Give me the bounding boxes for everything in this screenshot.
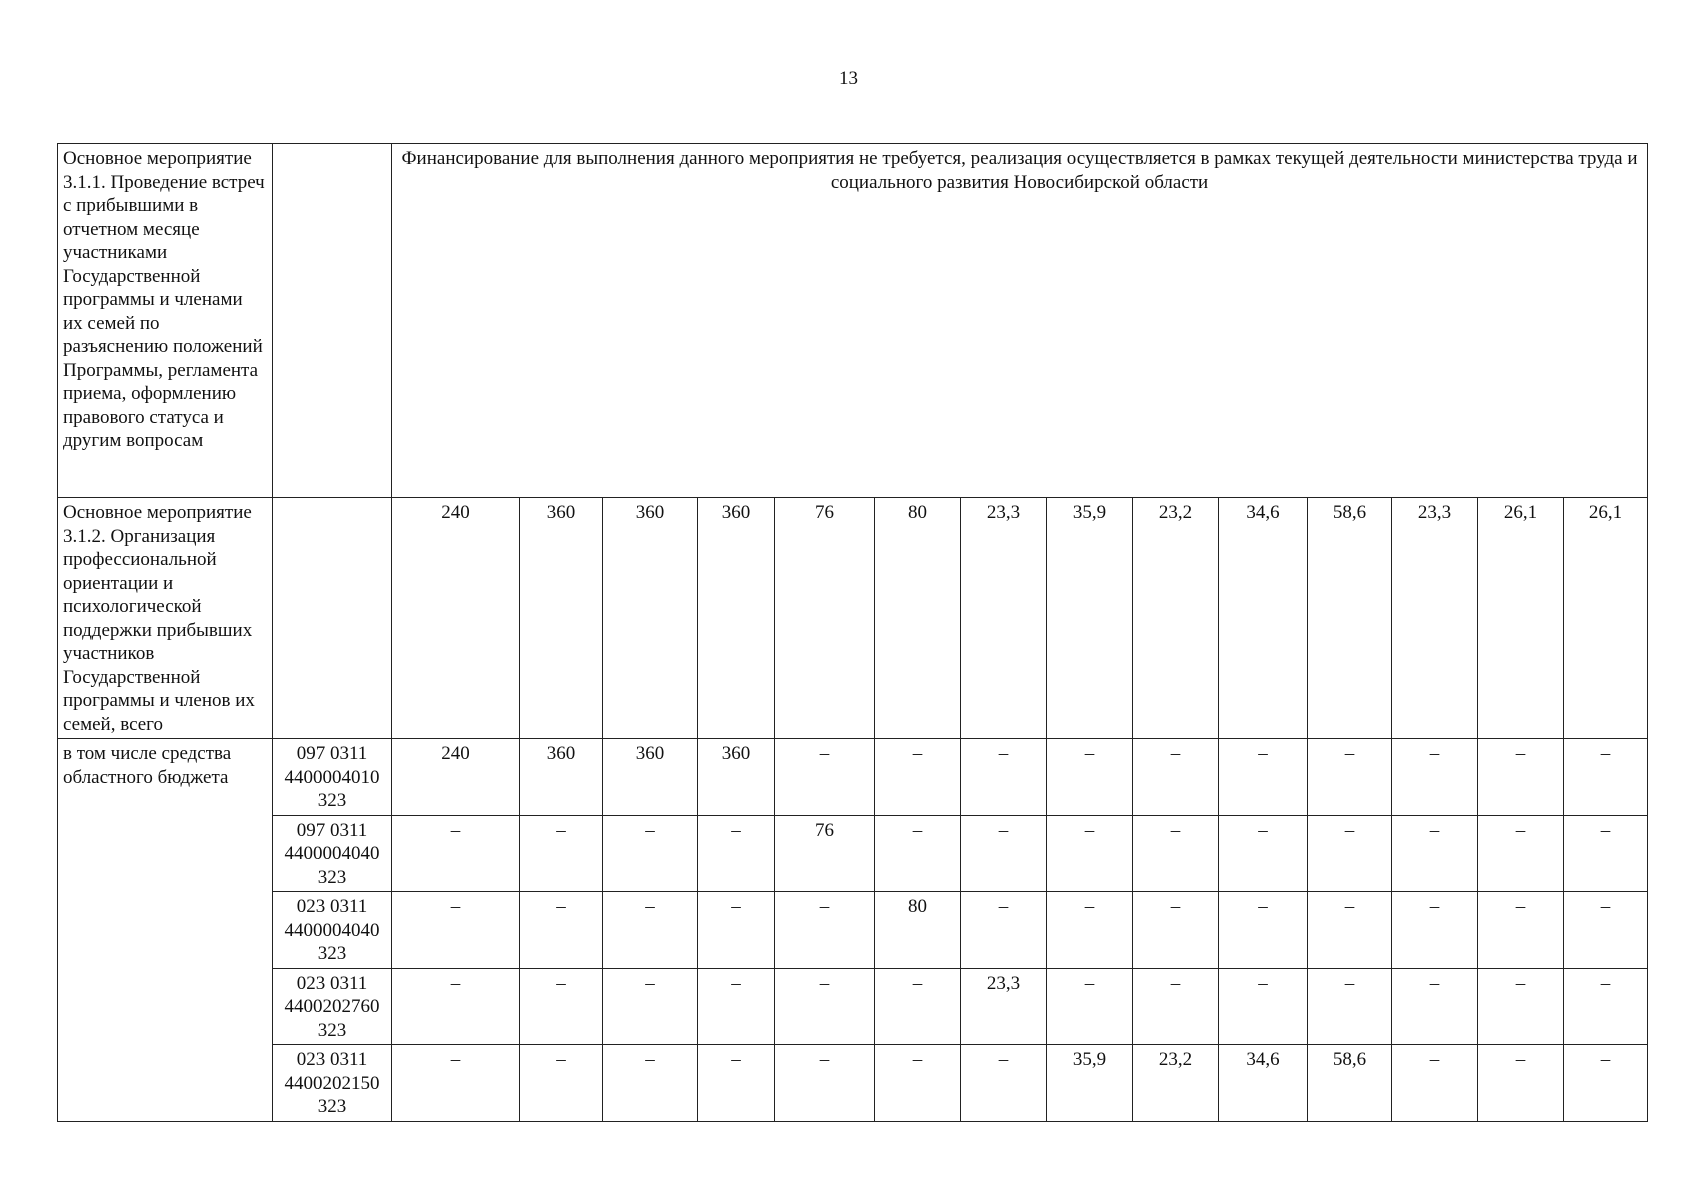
value-cell: – <box>392 1045 520 1122</box>
value-cell: – <box>875 968 961 1045</box>
table-row <box>58 144 1648 498</box>
value-cell: – <box>961 892 1047 969</box>
value-cell: – <box>1564 739 1648 816</box>
value-cell: – <box>775 1045 875 1122</box>
table-row <box>58 968 1648 1045</box>
value-cell: 26,1 <box>1478 498 1564 739</box>
value-cell: – <box>1478 1045 1564 1122</box>
table-row <box>58 739 1648 816</box>
value-cell: – <box>603 892 698 969</box>
value-cell: 23,2 <box>1133 498 1219 739</box>
value-cell: – <box>520 1045 603 1122</box>
value-cell: 360 <box>520 739 603 816</box>
value-cell: 34,6 <box>1219 1045 1308 1122</box>
value-cell: 35,9 <box>1047 1045 1133 1122</box>
value-cell: – <box>1047 968 1133 1045</box>
value-cell: – <box>698 892 775 969</box>
table-row <box>58 892 1648 969</box>
value-cell: 23,3 <box>1392 498 1478 739</box>
value-cell: – <box>1392 892 1478 969</box>
value-cell: – <box>875 815 961 892</box>
value-cell: – <box>1478 968 1564 1045</box>
value-cell: – <box>1133 892 1219 969</box>
value-cell: – <box>698 1045 775 1122</box>
value-cell: – <box>875 1045 961 1122</box>
page-number: 13 <box>839 68 858 89</box>
value-cell: – <box>392 968 520 1045</box>
value-cell: 80 <box>875 498 961 739</box>
value-cell: 58,6 <box>1308 498 1392 739</box>
table-row <box>58 1045 1648 1122</box>
value-cell: – <box>1392 815 1478 892</box>
value-cell: – <box>1133 815 1219 892</box>
value-cell: – <box>1478 739 1564 816</box>
value-cell: – <box>1133 739 1219 816</box>
value-cell: – <box>1133 968 1219 1045</box>
value-cell: 23,2 <box>1133 1045 1219 1122</box>
value-cell: 80 <box>875 892 961 969</box>
value-cell: 23,3 <box>961 968 1047 1045</box>
value-cell: 360 <box>603 498 698 739</box>
table-row <box>58 498 1648 739</box>
table-row <box>58 815 1648 892</box>
value-cell: 240 <box>392 739 520 816</box>
activity-name: Основное мероприятие 3.1.1. Проведение встреч с прибывшими в отчетном месяце участниками Государственной программы и членами их семей по разъяснению положений Программы, регламента приема, оформлению правового статуса и другим вопросам <box>58 144 273 498</box>
budget-code <box>273 498 392 739</box>
value-cell: – <box>961 815 1047 892</box>
value-cell: 23,3 <box>961 498 1047 739</box>
financing-note: Финансирование для выполнения данного мероприятия не требуется, реализация осуществляется в рамках текущей деятельности министерства труда и социального развития Новосибирской области <box>392 144 1648 498</box>
value-cell: – <box>1219 815 1308 892</box>
budget-code: 023 0311 4400202760 323 <box>273 968 392 1045</box>
value-cell: – <box>1308 815 1392 892</box>
financing-table <box>57 143 1648 1122</box>
value-cell: – <box>875 739 961 816</box>
budget-code: 097 0311 4400004040 323 <box>273 815 392 892</box>
value-cell: 34,6 <box>1219 498 1308 739</box>
value-cell: – <box>603 815 698 892</box>
value-cell: – <box>698 968 775 1045</box>
value-cell: 76 <box>775 498 875 739</box>
budget-code: 023 0311 4400202150 323 <box>273 1045 392 1122</box>
value-cell: – <box>392 815 520 892</box>
value-cell: – <box>603 968 698 1045</box>
budget-code: 023 0311 4400004040 323 <box>273 892 392 969</box>
value-cell: 35,9 <box>1047 498 1133 739</box>
budget-source-label: в том числе средства областного бюджета <box>58 739 273 1122</box>
value-cell: – <box>775 739 875 816</box>
value-cell: – <box>1392 968 1478 1045</box>
value-cell: – <box>1564 815 1648 892</box>
value-cell: – <box>961 739 1047 816</box>
value-cell: 360 <box>520 498 603 739</box>
value-cell: – <box>1564 892 1648 969</box>
value-cell: 360 <box>698 498 775 739</box>
value-cell: – <box>775 968 875 1045</box>
value-cell: – <box>392 892 520 969</box>
value-cell: – <box>1564 968 1648 1045</box>
value-cell: – <box>961 1045 1047 1122</box>
value-cell: – <box>1047 815 1133 892</box>
value-cell: – <box>1308 739 1392 816</box>
value-cell: – <box>1219 968 1308 1045</box>
value-cell: – <box>1219 892 1308 969</box>
value-cell: 26,1 <box>1564 498 1648 739</box>
value-cell: – <box>603 1045 698 1122</box>
budget-code <box>273 144 392 498</box>
value-cell: 76 <box>775 815 875 892</box>
budget-code: 097 0311 4400004010 323 <box>273 739 392 816</box>
value-cell: 58,6 <box>1308 1045 1392 1122</box>
value-cell: – <box>775 892 875 969</box>
value-cell: – <box>1392 1045 1478 1122</box>
value-cell: – <box>1478 892 1564 969</box>
value-cell: 240 <box>392 498 520 739</box>
value-cell: – <box>1047 739 1133 816</box>
value-cell: – <box>1308 892 1392 969</box>
value-cell: – <box>1047 892 1133 969</box>
value-cell: – <box>1308 968 1392 1045</box>
value-cell: 360 <box>603 739 698 816</box>
value-cell: – <box>520 968 603 1045</box>
value-cell: – <box>1564 1045 1648 1122</box>
value-cell: 360 <box>698 739 775 816</box>
value-cell: – <box>1219 739 1308 816</box>
value-cell: – <box>1478 815 1564 892</box>
value-cell: – <box>520 892 603 969</box>
value-cell: – <box>1392 739 1478 816</box>
activity-name: Основное мероприятие 3.1.2. Организация профессиональной ориентации и психологической поддержки прибывших участников Государственной программы и членов их семей, всего <box>58 498 273 739</box>
value-cell: – <box>520 815 603 892</box>
value-cell: – <box>698 815 775 892</box>
